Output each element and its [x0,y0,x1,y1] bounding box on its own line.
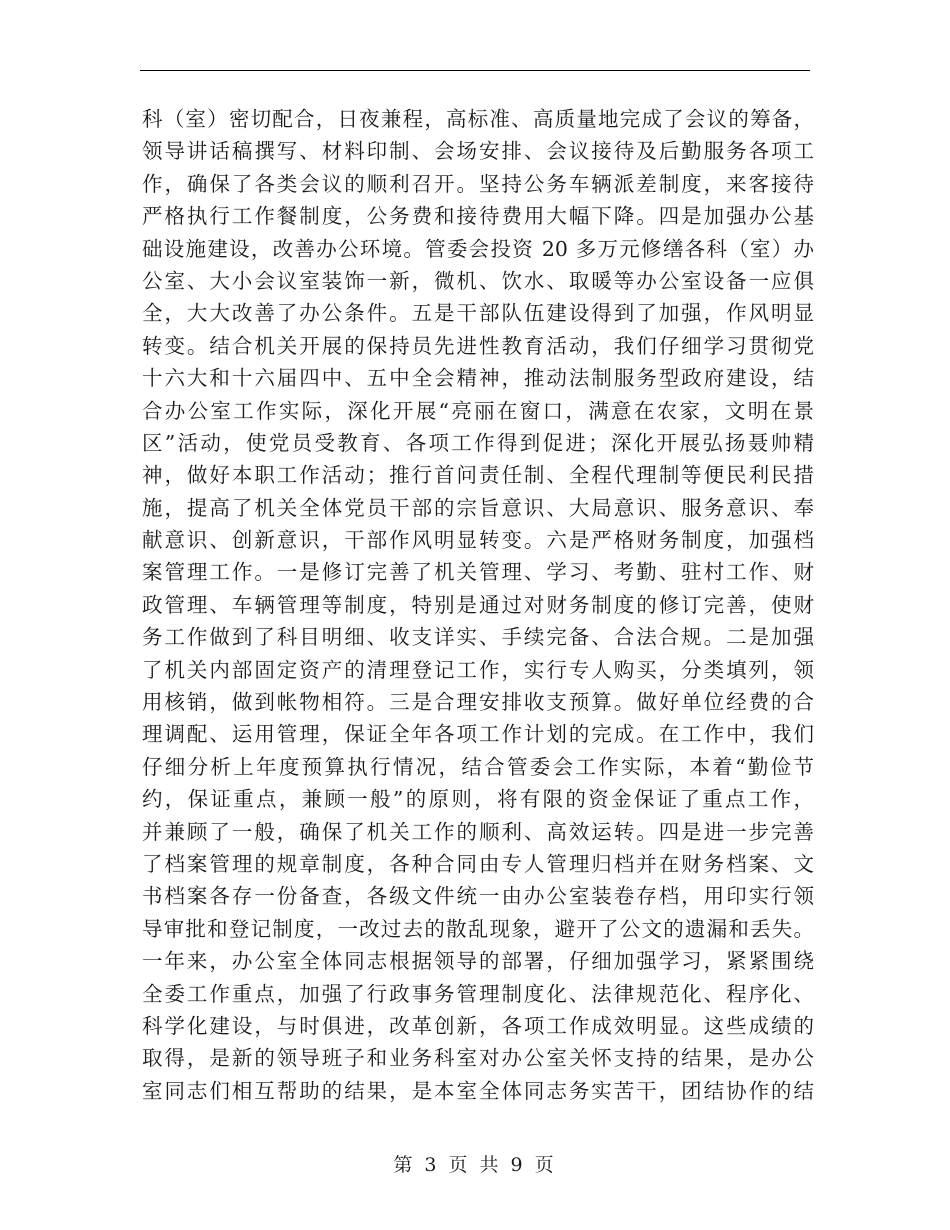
text-line: 一年来，办公室全体同志根据领导的部署，仔细加强学习，紧紧围绕 [142,949,814,974]
text-line: 科学化建设，与时俱进，改革创新，各项工作成效明显。这些成绩的 [142,1013,814,1038]
text-line: 了档案管理的规章制度，各种合同由专人管理归档并在财务档案、文 [142,851,814,876]
text-line: 作，确保了各类会议的顺利召开。坚持公务车辆派差制度，来客接待 [142,171,814,196]
text-line: 并兼顾了一般，确保了机关工作的顺利、高效运转。四是进一步完善 [142,819,814,844]
text-line: 全，大大改善了办公条件。五是干部队伍建设得到了加强，作风明显 [142,301,814,326]
text-line: 严格执行工作餐制度，公务费和接待费用大幅下降。四是加强办公基 [142,204,814,229]
text-line: 科（室）密切配合，日夜兼程，高标准、高质量地完成了会议的筹备， [142,107,814,131]
text-line: 理调配、运用管理，保证全年各项工作计划的完成。在工作中，我们 [142,722,814,747]
text-line: 转变。结合机关开展的保持员先进性教育活动，我们仔细学习贯彻党 [142,333,814,358]
text-line: 献意识、创新意识，干部作风明显转变。六是严格财务制度，加强档 [142,528,814,553]
text-line: 十六大和十六届四中、五中全会精神，推动法制服务型政府建设，结 [142,366,814,391]
text-line: 约，保证重点，兼顾一般”的原则，将有限的资金保证了重点工作， [142,787,814,812]
text-line: 书档案各存一份备查，各级文件统一由办公室装卷存档，用印实行领 [142,884,814,909]
page-number: 第 3 页 共 9 页 [393,1154,557,1176]
text-line: 合办公室工作实际，深化开展“亮丽在窗口，满意在农家，文明在景 [142,398,814,423]
text-line: 神，做好本职工作活动；推行首问责任制、全程代理制等便民利民措 [142,463,814,488]
text-line: 公室、大小会议室装饰一新，微机、饮水、取暖等办公室设备一应俱 [142,268,814,293]
text-line: 区”活动，使党员受教育、各项工作得到促进；深化开展弘扬聂帅精 [142,430,814,455]
text-line: 础设施建设，改善办公环境。管委会投资 20 多万元修缮各科（室）办 [142,236,814,261]
text-line: 了机关内部固定资产的清理登记工作，实行专人购买，分类填列，领 [142,657,814,682]
text-line: 导审批和登记制度，一改过去的散乱现象，避开了公文的遗漏和丢失。 [142,916,814,941]
text-line: 政管理、车辆管理等制度，特别是通过对财务制度的修订完善，使财 [142,592,814,617]
text-line: 用核销，做到帐物相符。三是合理安排收支预算。做好单位经费的合 [142,690,814,715]
text-line: 全委工作重点，加强了行政事务管理制度化、法律规范化、程序化、 [142,981,814,1006]
text-line: 案管理工作。一是修订完善了机关管理、学习、考勤、驻村工作、财 [142,560,814,585]
text-line: 取得，是新的领导班子和业务科室对办公室关怀支持的结果，是办公 [142,1046,814,1071]
text-line: 领导讲话稿撰写、材料印制、会场安排、会议接待及后勤服务各项工 [142,139,814,164]
text-line: 室同志们相互帮助的结果，是本室全体同志务实苦干，团结协作的结 [142,1078,814,1103]
document-body [142,103,814,1107]
header-rule [140,70,810,71]
text-line: 仔细分析上年度预算执行情况，结合管委会工作实际，本着“勤俭节 [142,754,814,779]
text-line: 务工作做到了科目明细、收支详实、手续完备、合法合规。二是加强 [142,625,814,650]
text-line: 施，提高了机关全体党员干部的宗旨意识、大局意识、服务意识、奉 [142,495,814,520]
